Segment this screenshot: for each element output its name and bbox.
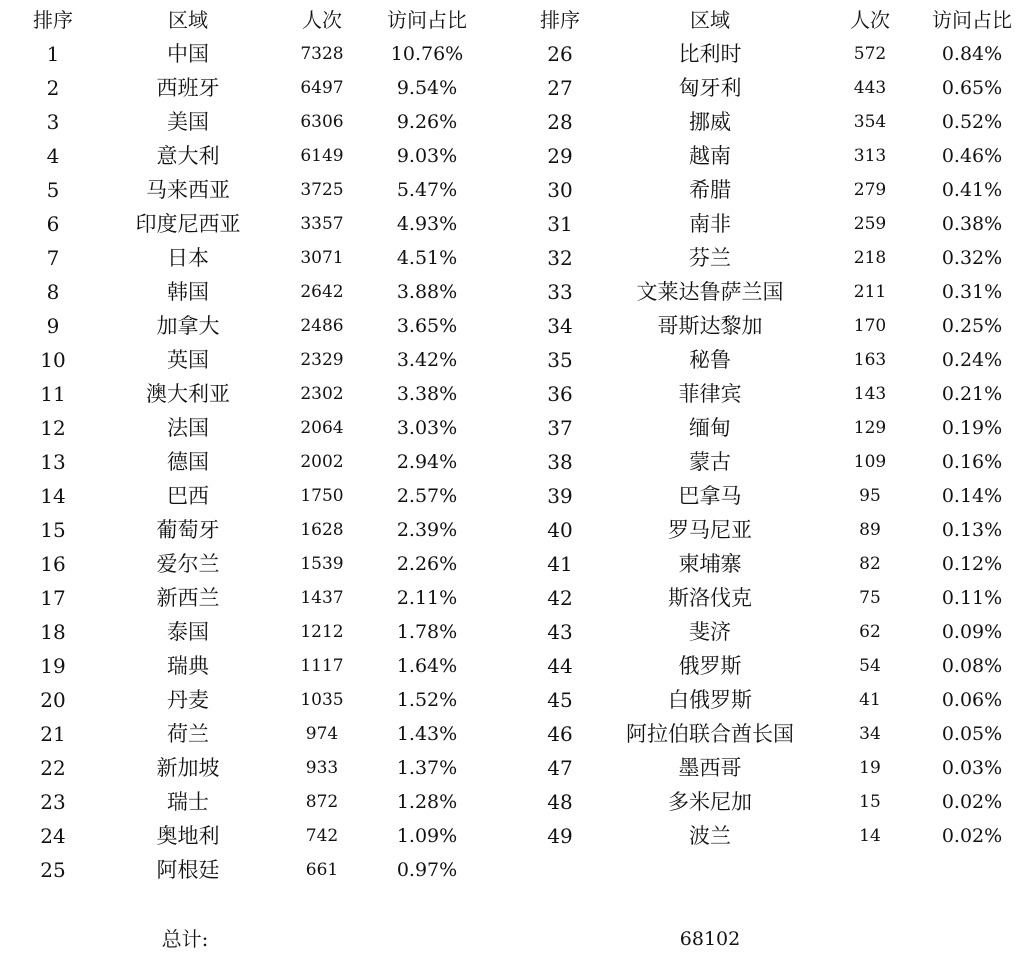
rank-cell: 28: [547, 110, 573, 134]
visits-cell: 3071: [300, 248, 344, 268]
rank-cell: 40: [547, 518, 573, 542]
visits-cell: 6149: [300, 146, 344, 166]
visits-cell: 143: [853, 384, 887, 404]
visits-cell: 572: [853, 44, 887, 64]
visits-cell: 14: [859, 826, 881, 846]
region-cell: 意大利: [156, 144, 220, 168]
rank-cell: 49: [547, 824, 573, 848]
header-rank: 排序: [33, 8, 73, 32]
region-cell: 白俄罗斯: [668, 688, 752, 712]
left-header-row: [0, 3, 500, 37]
visits-cell: 2486: [300, 316, 344, 336]
share-cell: 3.65%: [396, 315, 458, 337]
share-cell: 1.78%: [396, 621, 458, 643]
table-row: [0, 581, 500, 615]
rank-cell: 11: [40, 382, 66, 406]
visits-cell: 218: [853, 248, 887, 268]
table-row: [0, 513, 500, 547]
share-cell: 3.38%: [396, 383, 458, 405]
share-cell: 1.64%: [396, 655, 458, 677]
region-cell: 墨西哥: [678, 756, 742, 780]
table-row: [0, 819, 500, 853]
visits-cell: 742: [305, 826, 339, 846]
table-row: [500, 275, 1027, 309]
region-cell: 越南: [689, 144, 731, 168]
rank-cell: 39: [547, 484, 573, 508]
share-cell: 0.02%: [941, 825, 1003, 847]
share-cell: 3.42%: [396, 349, 458, 371]
region-cell: 芬兰: [689, 246, 731, 270]
region-cell: 泰国: [167, 620, 209, 644]
share-cell: 0.03%: [941, 757, 1003, 779]
region-cell: 韩国: [167, 280, 209, 304]
region-cell: 缅甸: [689, 416, 731, 440]
visits-cell: 313: [853, 146, 887, 166]
table-row: [0, 785, 500, 819]
region-cell: 菲律宾: [678, 382, 742, 406]
rank-cell: 33: [547, 280, 573, 304]
rank-cell: 46: [547, 722, 573, 746]
rank-cell: 10: [40, 348, 66, 372]
visits-cell: 15: [859, 792, 881, 812]
share-cell: 2.11%: [396, 587, 458, 609]
visits-cell: 443: [853, 78, 887, 98]
share-cell: 0.52%: [941, 111, 1003, 133]
right-table: [500, 0, 1027, 920]
table-row: [0, 309, 500, 343]
rank-cell: 1: [46, 42, 60, 66]
region-cell: 丹麦: [167, 688, 209, 712]
rank-cell: 48: [547, 790, 573, 814]
visits-cell: 279: [853, 180, 887, 200]
region-cell: 挪威: [689, 110, 731, 134]
visits-cell: 974: [305, 724, 339, 744]
region-cell: 斯洛伐克: [668, 586, 752, 610]
visits-cell: 7328: [300, 44, 344, 64]
share-cell: 0.12%: [941, 553, 1003, 575]
region-cell: 南非: [689, 212, 731, 236]
rank-cell: 16: [40, 552, 66, 576]
region-cell: 加拿大: [156, 314, 220, 338]
visits-cell: 54: [859, 656, 881, 676]
table-row: [0, 241, 500, 275]
rank-cell: 26: [547, 42, 573, 66]
share-cell: 1.37%: [396, 757, 458, 779]
table-row: [500, 751, 1027, 785]
share-cell: 1.43%: [396, 723, 458, 745]
share-cell: 9.54%: [396, 77, 458, 99]
visits-cell: 6497: [300, 78, 344, 98]
region-cell: 哥斯达黎加: [657, 314, 763, 338]
region-cell: 爱尔兰: [156, 552, 220, 576]
table-row: [0, 343, 500, 377]
visits-cell: 2329: [300, 350, 344, 370]
region-cell: 奥地利: [156, 824, 220, 848]
visits-cell: 259: [853, 214, 887, 234]
region-cell: 新加坡: [156, 756, 220, 780]
share-cell: 0.11%: [941, 587, 1003, 609]
table-row: [0, 717, 500, 751]
table-row: [500, 445, 1027, 479]
visits-cell: 933: [305, 758, 339, 778]
rank-cell: 19: [40, 654, 66, 678]
share-cell: 0.14%: [941, 485, 1003, 507]
rank-cell: 12: [40, 416, 66, 440]
visits-cell: 109: [853, 452, 887, 472]
rank-cell: 3: [46, 110, 60, 134]
rank-cell: 21: [40, 722, 66, 746]
region-cell: 新西兰: [156, 586, 220, 610]
visits-cell: 41: [859, 690, 881, 710]
visits-cell: 872: [305, 792, 339, 812]
total-label: 总计:: [161, 927, 209, 951]
region-cell: 西班牙: [156, 76, 220, 100]
table-row: [500, 717, 1027, 751]
rank-cell: 6: [46, 212, 60, 236]
visits-cell: 1437: [300, 588, 344, 608]
table-row: [500, 649, 1027, 683]
visits-cell: 3357: [300, 214, 344, 234]
visits-cell: 2064: [300, 418, 344, 438]
visits-cell: 3725: [300, 180, 344, 200]
share-cell: 4.51%: [396, 247, 458, 269]
visits-cell: 2302: [300, 384, 344, 404]
table-row: [0, 275, 500, 309]
visits-cell: 75: [859, 588, 881, 608]
header-rank: 排序: [540, 8, 580, 32]
rank-cell: 32: [547, 246, 573, 270]
region-cell: 英国: [167, 348, 209, 372]
share-cell: 0.97%: [396, 859, 458, 881]
table-row: [0, 207, 500, 241]
region-cell: 马来西亚: [146, 178, 230, 202]
left-table: [0, 0, 500, 920]
visits-cell: 95: [859, 486, 881, 506]
region-cell: 荷兰: [167, 722, 209, 746]
region-cell: 俄罗斯: [678, 654, 742, 678]
table-row: [0, 683, 500, 717]
table-row: [500, 173, 1027, 207]
rank-cell: 23: [40, 790, 66, 814]
visits-cell: 89: [859, 520, 881, 540]
header-region: 区域: [168, 8, 208, 32]
table-row: [500, 241, 1027, 275]
rank-cell: 14: [40, 484, 66, 508]
visits-cell: 19: [859, 758, 881, 778]
rank-cell: 47: [547, 756, 573, 780]
share-cell: 0.65%: [941, 77, 1003, 99]
share-cell: 0.31%: [941, 281, 1003, 303]
table-row: [0, 445, 500, 479]
visits-cell: 170: [853, 316, 887, 336]
share-cell: 0.84%: [941, 43, 1003, 65]
rank-cell: 13: [40, 450, 66, 474]
rank-cell: 18: [40, 620, 66, 644]
share-cell: 1.28%: [396, 791, 458, 813]
region-cell: 德国: [167, 450, 209, 474]
table-row: [500, 309, 1027, 343]
visits-cell: 1035: [300, 690, 344, 710]
share-cell: 1.52%: [396, 689, 458, 711]
visits-cell: 2002: [300, 452, 344, 472]
table-row: [500, 479, 1027, 513]
visits-cell: 62: [859, 622, 881, 642]
region-cell: 法国: [167, 416, 209, 440]
rank-cell: 20: [40, 688, 66, 712]
rank-cell: 38: [547, 450, 573, 474]
region-cell: 印度尼西亚: [135, 212, 241, 236]
header-share: 访问占比: [387, 8, 467, 32]
share-cell: 0.02%: [941, 791, 1003, 813]
share-cell: 3.88%: [396, 281, 458, 303]
rank-cell: 35: [547, 348, 573, 372]
rank-cell: 2: [46, 76, 60, 100]
region-cell: 瑞典: [167, 654, 209, 678]
share-cell: 0.32%: [941, 247, 1003, 269]
share-cell: 0.25%: [941, 315, 1003, 337]
visits-cell: 6306: [300, 112, 344, 132]
table-row: [0, 71, 500, 105]
region-cell: 中国: [167, 42, 209, 66]
rank-cell: 17: [40, 586, 66, 610]
visits-cell: 163: [853, 350, 887, 370]
share-cell: 0.08%: [941, 655, 1003, 677]
region-cell: 澳大利亚: [146, 382, 230, 406]
visits-cell: 1212: [300, 622, 344, 642]
share-cell: 0.05%: [941, 723, 1003, 745]
rank-cell: 15: [40, 518, 66, 542]
table-row: [0, 751, 500, 785]
table-row: [500, 581, 1027, 615]
share-cell: 0.41%: [941, 179, 1003, 201]
share-cell: 0.38%: [941, 213, 1003, 235]
visits-cell: 1628: [300, 520, 344, 540]
header-region: 区域: [690, 8, 730, 32]
visits-cell: 1117: [300, 656, 344, 676]
table-row: [0, 547, 500, 581]
rank-cell: 30: [547, 178, 573, 202]
rank-cell: 22: [40, 756, 66, 780]
rank-cell: 34: [547, 314, 573, 338]
region-cell: 斐济: [689, 620, 731, 644]
share-cell: 3.03%: [396, 417, 458, 439]
visits-cell: 1539: [300, 554, 344, 574]
rank-cell: 36: [547, 382, 573, 406]
share-cell: 1.09%: [396, 825, 458, 847]
region-cell: 秘鲁: [689, 348, 731, 372]
region-cell: 罗马尼亚: [668, 518, 752, 542]
table-row: [500, 139, 1027, 173]
rank-cell: 43: [547, 620, 573, 644]
table-row: [500, 513, 1027, 547]
region-cell: 日本: [167, 246, 209, 270]
visits-cell: 129: [853, 418, 887, 438]
table-row: [0, 139, 500, 173]
rank-cell: 25: [40, 858, 66, 882]
table-row: [500, 377, 1027, 411]
visits-cell: 1750: [300, 486, 344, 506]
table-row: [0, 411, 500, 445]
share-cell: 0.46%: [941, 145, 1003, 167]
table-row: [500, 547, 1027, 581]
share-cell: 0.06%: [941, 689, 1003, 711]
right-header-row: [500, 3, 1027, 37]
region-cell: 波兰: [689, 824, 731, 848]
region-cell: 匈牙利: [678, 76, 742, 100]
table-row: [500, 411, 1027, 445]
region-cell: 希腊: [689, 178, 731, 202]
share-cell: 4.93%: [396, 213, 458, 235]
share-cell: 0.13%: [941, 519, 1003, 541]
rank-cell: 45: [547, 688, 573, 712]
region-cell: 柬埔寨: [678, 552, 742, 576]
share-cell: 2.57%: [396, 485, 458, 507]
share-cell: 9.03%: [396, 145, 458, 167]
rank-cell: 29: [547, 144, 573, 168]
share-cell: 0.19%: [941, 417, 1003, 439]
region-cell: 巴西: [167, 484, 209, 508]
rank-cell: 31: [547, 212, 573, 236]
table-row: [500, 71, 1027, 105]
visits-cell: 211: [853, 282, 887, 302]
rank-cell: 7: [46, 246, 60, 270]
table-row: [0, 105, 500, 139]
share-cell: 2.39%: [396, 519, 458, 541]
visits-cell: 82: [859, 554, 881, 574]
region-cell: 文莱达鲁萨兰国: [636, 280, 784, 304]
table-row: [0, 649, 500, 683]
share-cell: 0.24%: [941, 349, 1003, 371]
share-cell: 2.26%: [396, 553, 458, 575]
table-row: [500, 785, 1027, 819]
region-cell: 葡萄牙: [156, 518, 220, 542]
header-visits: 人次: [302, 8, 342, 32]
table-row: [0, 853, 500, 887]
region-cell: 阿拉伯联合酋长国: [626, 722, 794, 746]
table-row: [500, 37, 1027, 71]
rank-cell: 37: [547, 416, 573, 440]
rank-cell: 8: [46, 280, 60, 304]
total-value: 68102: [679, 928, 741, 950]
region-cell: 比利时: [678, 42, 742, 66]
header-visits: 人次: [850, 8, 890, 32]
visits-cell: 354: [853, 112, 887, 132]
table-row: [500, 615, 1027, 649]
table-row: [0, 173, 500, 207]
header-share: 访问占比: [932, 8, 1012, 32]
table-row: [500, 105, 1027, 139]
region-cell: 多米尼加: [668, 790, 752, 814]
table-row: [0, 37, 500, 71]
table-row: [0, 377, 500, 411]
share-cell: 0.16%: [941, 451, 1003, 473]
rank-cell: 24: [40, 824, 66, 848]
table-row: [0, 615, 500, 649]
table-row: [500, 207, 1027, 241]
visits-cell: 2642: [300, 282, 344, 302]
rank-cell: 4: [46, 144, 60, 168]
rank-cell: 5: [46, 178, 60, 202]
table-row: [500, 819, 1027, 853]
share-cell: 0.21%: [941, 383, 1003, 405]
region-cell: 瑞士: [167, 790, 209, 814]
region-cell: 巴拿马: [678, 484, 742, 508]
table-row: [500, 683, 1027, 717]
rank-cell: 41: [547, 552, 573, 576]
rank-cell: 27: [547, 76, 573, 100]
visits-cell: 661: [305, 860, 339, 880]
rank-cell: 9: [46, 314, 60, 338]
region-cell: 蒙古: [689, 450, 731, 474]
share-cell: 0.09%: [941, 621, 1003, 643]
share-cell: 9.26%: [396, 111, 458, 133]
rank-cell: 42: [547, 586, 573, 610]
share-cell: 2.94%: [396, 451, 458, 473]
share-cell: 5.47%: [396, 179, 458, 201]
visits-cell: 34: [859, 724, 881, 744]
rank-cell: 44: [547, 654, 573, 678]
region-cell: 阿根廷: [156, 858, 220, 882]
share-cell: 10.76%: [390, 43, 464, 65]
region-cell: 美国: [167, 110, 209, 134]
table-row: [0, 479, 500, 513]
table-row: [500, 343, 1027, 377]
